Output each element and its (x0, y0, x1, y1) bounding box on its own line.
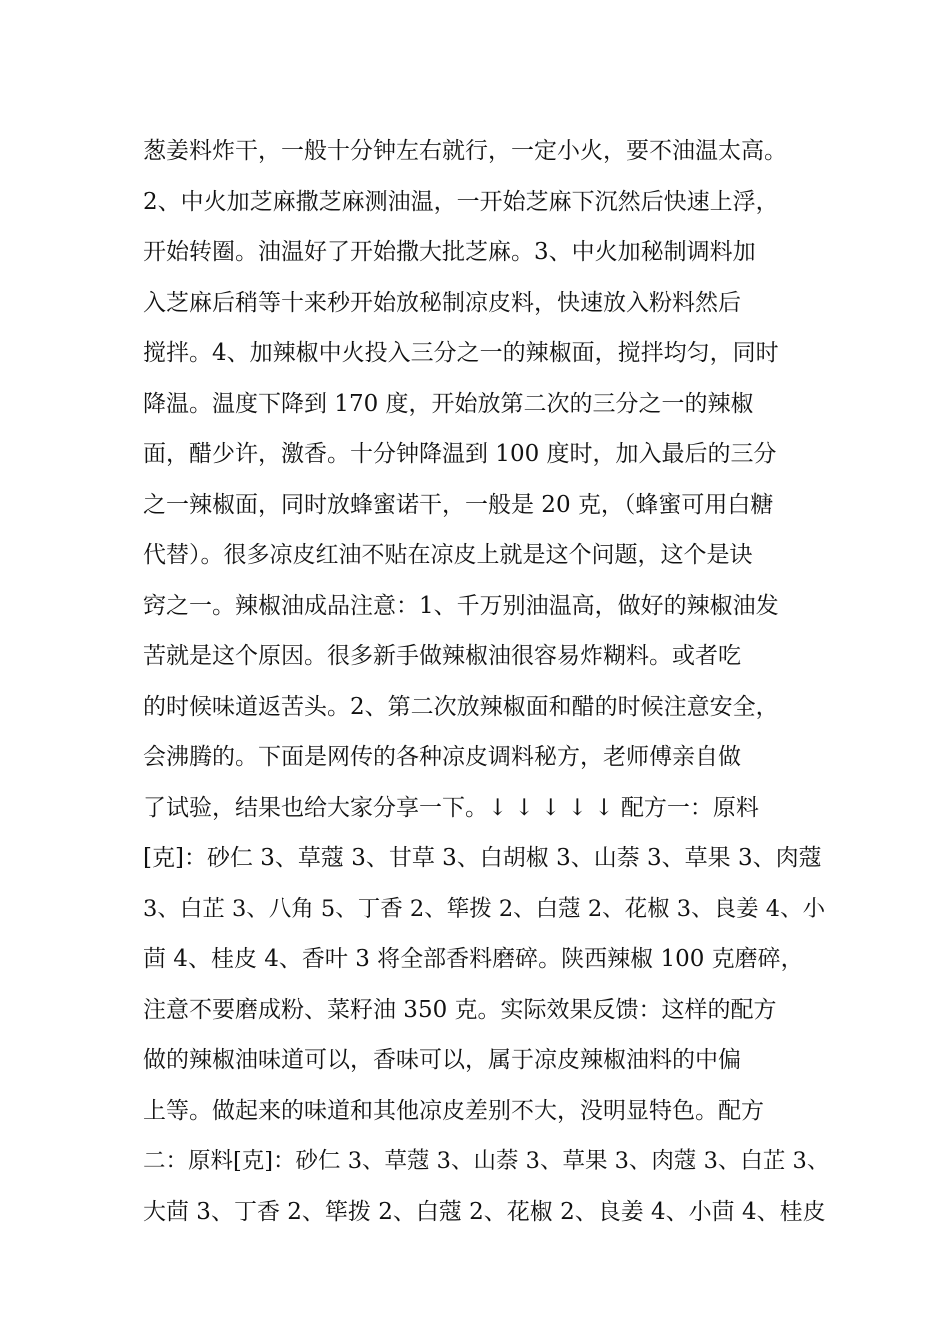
text-line-6: 降温。温度下降到 170 度，开始放第二次的三分之一的辣椒 (143, 390, 754, 417)
text-line-3: 开始转圈。油温好了开始撒大批芝麻。3、中火加秘制调料加 (143, 239, 756, 265)
text-line-16: 3、白芷 3、八角 5、丁香 2、筚拨 2、白蔻 2、花椒 3、良姜 4、小 (143, 895, 826, 922)
text-line-2: 2、中火加芝麻撒芝麻测油温，一开始芝麻下沉然后快速上浮， (143, 188, 779, 215)
text-line-1: 葱姜料炸干，一般十分钟左右就行，一定小火，要不油温太高。 (143, 138, 787, 164)
text-line-7: 面，醋少许，激香。十分钟降温到 100 度时，加入最后的三分 (143, 441, 777, 467)
text-line-9: 代替）。很多凉皮红油不贴在凉皮上就是这个问题，这个是诀 (143, 542, 753, 568)
text-line-12: 的时候味道返苦头。2、第二次放辣椒面和醋的时候注意安全， (143, 693, 779, 720)
body-text (143, 126, 833, 1237)
text-line-4: 入芝麻后稍等十来秒开始放秘制凉皮料，快速放入粉料然后 (143, 289, 741, 316)
text-line-8: 之一辣椒面，同时放蜂蜜诺干，一般是 20 克，（蜂蜜可用白糖 (143, 491, 774, 518)
text-line-20: 上等。做起来的味道和其他凉皮差别不大，没明显特色。配方 (143, 1097, 764, 1124)
text-line-10: 窍之一。辣椒油成品注意：1、千万别油温高，做好的辣椒油发 (143, 592, 779, 619)
text-line-17: 茴 4、桂皮 4、香叶 3 将全部香料磨碎。陕西辣椒 100 克磨碎， (143, 946, 804, 972)
text-line-15: [克]：砂仁 3、草蔻 3、甘草 3、白胡椒 3、山萘 3、草果 3、肉蔻 (143, 845, 822, 871)
text-line-22: 大茴 3、丁香 2、筚拨 2、白蔻 2、花椒 2、良姜 4、小茴 4、桂皮 (143, 1198, 826, 1225)
text-line-19: 做的辣椒油味道可以，香味可以，属于凉皮辣椒油料的中偏 (143, 1047, 741, 1073)
text-line-13: 会沸腾的。下面是网传的各种凉皮调料秘方，老师傅亲自做 (143, 744, 741, 770)
text-line-5: 搅拌。4、加辣椒中火投入三分之一的辣椒面，搅拌均匀，同时 (143, 340, 779, 366)
text-line-21: 二：原料[克]：砂仁 3、草蔻 3、山萘 3、草果 3、肉蔻 3、白芷 3、 (143, 1148, 830, 1174)
text-line-11: 苦就是这个原因。很多新手做辣椒油很容易炸糊料。或者吃 (143, 643, 741, 669)
text-line-18: 注意不要磨成粉、菜籽油 350 克。实际效果反馈：这样的配方 (143, 996, 777, 1023)
text-line-14: 了试验，结果也给大家分享一下。↓ ↓ ↓ ↓ ↓ 配方一：原料 (143, 794, 759, 821)
